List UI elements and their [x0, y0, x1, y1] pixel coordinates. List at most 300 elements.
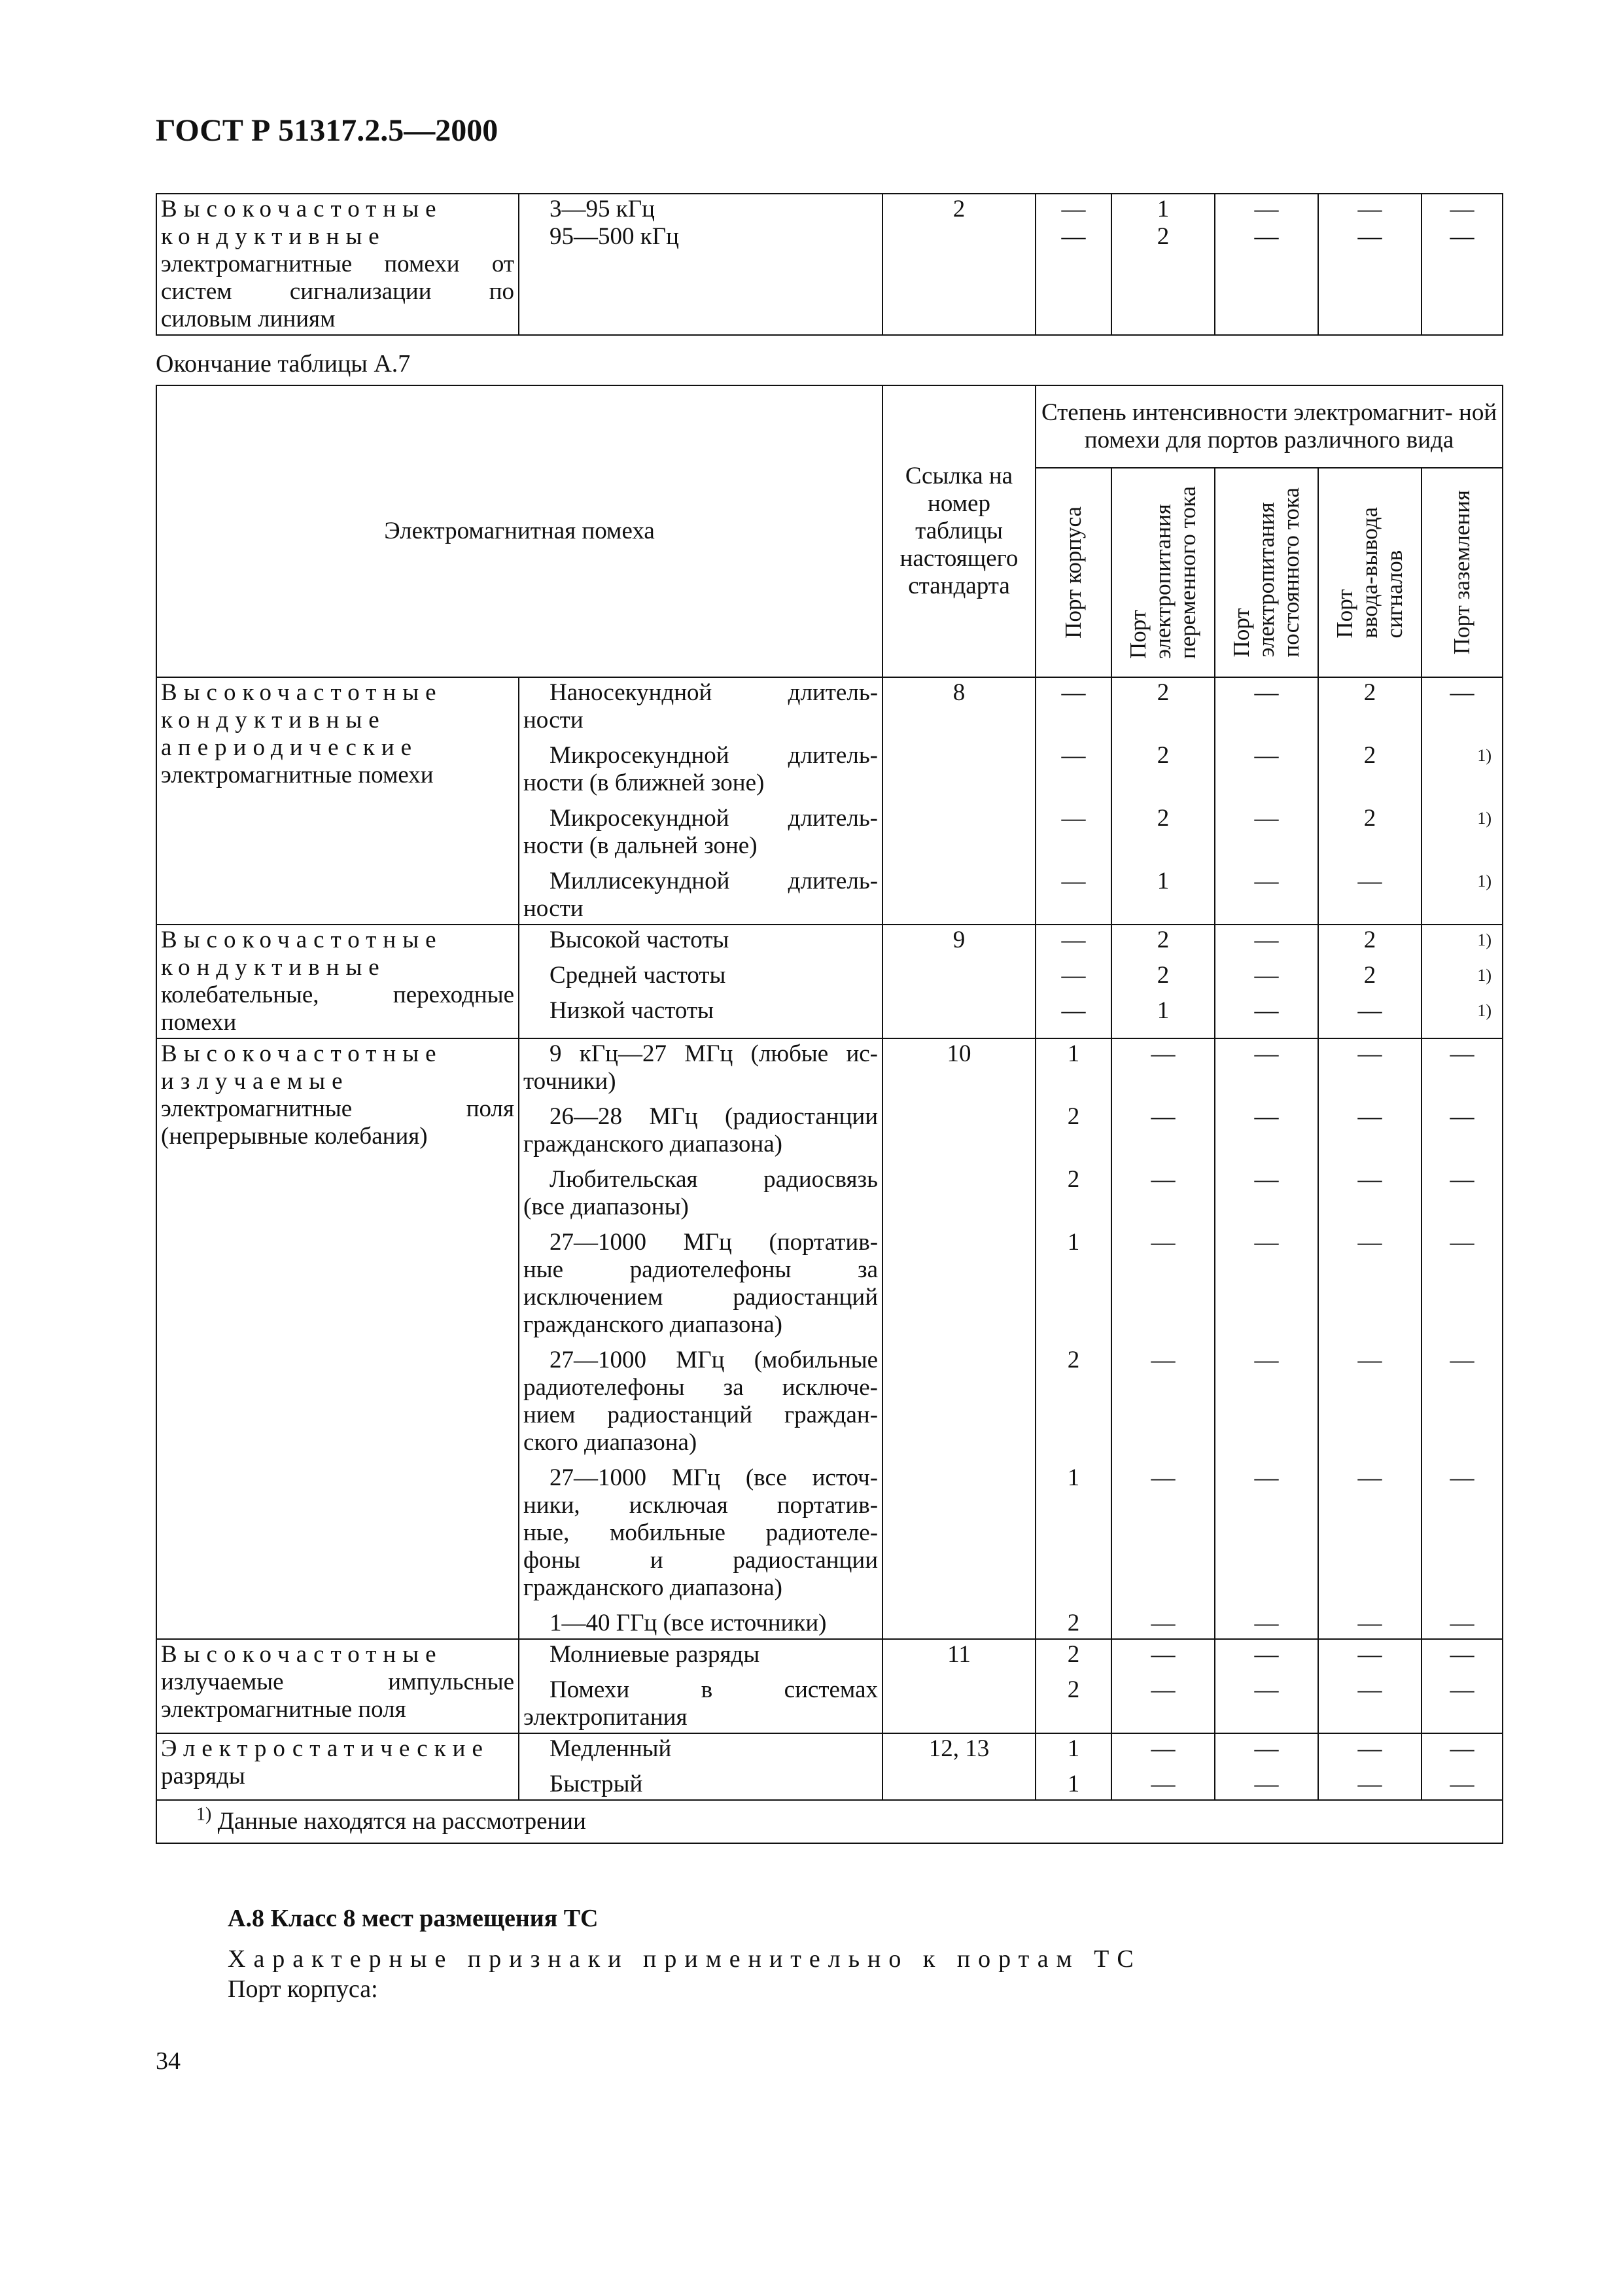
reference-cell: 2	[882, 194, 1036, 335]
spacer	[1426, 895, 1498, 923]
spacer	[1219, 707, 1314, 734]
value: —	[1254, 805, 1279, 832]
spacer	[1219, 1402, 1314, 1429]
spacer	[1323, 1602, 1417, 1610]
spacer	[1323, 1402, 1417, 1429]
name-line: кондуктивные	[161, 954, 386, 981]
description-item	[523, 1166, 878, 1229]
value-item	[1116, 1040, 1210, 1103]
table-caption: Окончание таблицы А.7	[156, 350, 411, 378]
spacer	[1426, 734, 1498, 742]
value-item	[1040, 962, 1107, 997]
description-line: Молниевые разряды	[550, 1641, 760, 1668]
value: —	[1254, 223, 1279, 250]
value-cell	[1215, 1733, 1318, 1800]
spacer	[523, 989, 878, 997]
spacer	[1116, 954, 1210, 962]
description-line: Любительская радиосвязь	[550, 1166, 879, 1193]
value-item	[1040, 997, 1107, 1025]
spacer	[1323, 1068, 1417, 1095]
spacer	[1219, 1602, 1314, 1610]
value: —	[1151, 1771, 1176, 1797]
value-item	[1116, 1229, 1210, 1347]
description-line: нием радиостанций граждан-	[523, 1402, 879, 1428]
value: 1)	[1477, 872, 1492, 891]
spacer	[1040, 1256, 1107, 1284]
spacer	[1219, 1256, 1314, 1284]
reference-cell: 12, 13	[882, 1733, 1036, 1800]
spacer	[1426, 1519, 1498, 1547]
spacer	[1116, 1221, 1210, 1229]
value-item	[1116, 1641, 1210, 1676]
description-line: Микросекундной длитель-	[550, 742, 879, 769]
value-item	[1040, 1735, 1107, 1771]
value: 2	[1067, 1103, 1080, 1130]
spacer	[1323, 1158, 1417, 1166]
spacer	[1426, 1158, 1498, 1166]
name-line: электромагнитные поля	[161, 1696, 406, 1723]
description-line: Быстрый	[550, 1771, 643, 1797]
value: 1	[1157, 997, 1170, 1024]
reference-cell: 8	[882, 677, 1036, 925]
spacer	[1219, 1284, 1314, 1311]
value-item	[1219, 742, 1314, 805]
spacer	[1426, 832, 1498, 860]
value-item	[1426, 1229, 1498, 1347]
description-line: Наносекундной длитель-	[550, 679, 879, 706]
spacer	[1219, 1095, 1314, 1103]
value-item	[1426, 742, 1498, 805]
spacer	[1116, 1339, 1210, 1347]
value: 2	[1067, 1166, 1080, 1193]
section-heading: А.8 Класс 8 мест размещения ТС	[228, 1905, 599, 1932]
value: 2	[1157, 805, 1170, 832]
spacer	[1219, 734, 1314, 742]
name-line: разряды	[161, 1763, 245, 1790]
value-item	[1323, 1103, 1417, 1166]
value: —	[1357, 1676, 1382, 1703]
value: —	[1151, 1676, 1176, 1703]
value: —	[1254, 1347, 1279, 1373]
spacer	[1116, 707, 1210, 734]
port-label: Порт электропитания переменного тока	[1125, 486, 1201, 660]
value: —	[1254, 1610, 1279, 1636]
value: 1)	[1477, 809, 1492, 828]
spacer	[1323, 769, 1417, 797]
value: —	[1450, 1229, 1475, 1256]
value-cell	[1318, 925, 1422, 1038]
spacer	[1116, 1492, 1210, 1519]
value: 2	[1157, 927, 1170, 953]
spacer	[1040, 1221, 1107, 1229]
value: —	[1061, 742, 1086, 769]
value-cell	[1111, 1733, 1215, 1800]
value-item	[1040, 1676, 1107, 1731]
footnote-cell	[156, 1800, 1503, 1843]
spacer	[1040, 860, 1107, 868]
spacer	[523, 860, 878, 868]
description-line: гражданского диапазона)	[523, 1311, 782, 1338]
spacer	[1323, 1763, 1417, 1771]
name-line: Высокочастотные	[161, 196, 443, 222]
value: —	[1254, 1641, 1279, 1668]
spacer	[1116, 1763, 1210, 1771]
value-cell	[1215, 925, 1318, 1038]
description-cell	[519, 1639, 882, 1733]
value: —	[1061, 805, 1086, 832]
spacer	[1040, 769, 1107, 797]
description-line: 1—40 ГГц (все источники)	[550, 1610, 827, 1636]
spacer	[1040, 797, 1107, 805]
value-item	[1116, 1610, 1210, 1637]
spacer	[1219, 1547, 1314, 1574]
description-line: ского диапазона)	[523, 1429, 697, 1456]
value: —	[1357, 1166, 1382, 1193]
description-line: Миллисекундной длитель-	[550, 868, 879, 894]
description-item	[523, 997, 878, 1025]
value: —	[1357, 1347, 1382, 1373]
spacer	[1426, 1669, 1498, 1676]
spacer	[1426, 1457, 1498, 1464]
spacer	[1040, 1602, 1107, 1610]
value-item	[1323, 1040, 1417, 1103]
value: —	[1254, 1103, 1279, 1130]
spacer	[523, 1457, 878, 1464]
header-interference: Электромагнитная помеха	[156, 385, 882, 677]
description-cell	[519, 1038, 882, 1639]
description-line: 27—1000 МГц (все источ-	[550, 1464, 879, 1491]
value-cell	[1318, 1038, 1422, 1639]
value-item	[1116, 868, 1210, 923]
value: —	[1254, 679, 1279, 706]
spacer	[1426, 860, 1498, 868]
port-label: Порт электропитания постоянного тока	[1229, 487, 1304, 658]
spacer	[1040, 1068, 1107, 1095]
spacer	[1116, 797, 1210, 805]
name-line: (непрерывные колебания)	[161, 1123, 428, 1150]
name-line: электромагнитные помехи	[161, 762, 434, 788]
interference-name-cell	[156, 925, 519, 1038]
description-line: 9 кГц—27 МГц (любые ис-	[550, 1040, 879, 1067]
port-label: Порт корпуса	[1060, 506, 1087, 639]
value-cell	[1111, 1639, 1215, 1733]
value: —	[1357, 196, 1382, 222]
value: —	[1357, 1735, 1382, 1762]
value-item	[1323, 962, 1417, 997]
value-item	[1323, 742, 1417, 805]
description-line: 27—1000 МГц (портатив-	[550, 1229, 879, 1256]
value-item	[1040, 868, 1107, 923]
value: 1	[1067, 1464, 1080, 1491]
value-item	[1426, 1166, 1498, 1229]
value: —	[1151, 1735, 1176, 1762]
description-line: исключением радиостанций	[523, 1284, 879, 1311]
value: —	[1357, 1040, 1382, 1067]
spacer	[1323, 1492, 1417, 1519]
spacer	[1040, 895, 1107, 923]
spacer	[1426, 1131, 1498, 1158]
value: 1	[1157, 196, 1170, 222]
spacer	[1040, 1547, 1107, 1574]
value-cell	[1422, 194, 1503, 335]
value: —	[1450, 1735, 1475, 1762]
spacer	[1219, 1158, 1314, 1166]
value: 2	[1157, 223, 1170, 250]
footnote-text: Данные находятся на рассмотрении	[217, 1808, 586, 1835]
spacer	[1040, 1095, 1107, 1103]
value: —	[1450, 196, 1475, 222]
value-cell	[1422, 1733, 1503, 1800]
description-item	[523, 1610, 878, 1637]
value-item	[1323, 1771, 1417, 1798]
table-row	[156, 925, 1503, 1038]
value-cell	[1036, 1733, 1111, 1800]
spacer	[1323, 1429, 1417, 1457]
header-port	[1215, 468, 1318, 677]
table-body	[156, 677, 1503, 1800]
page-number: 34	[156, 2047, 181, 2075]
value-item	[1040, 1610, 1107, 1637]
value: —	[1151, 1641, 1176, 1668]
value-item	[1323, 1610, 1417, 1637]
description-item	[523, 1735, 878, 1771]
description-line: Средней частоты	[550, 962, 726, 989]
spacer	[1323, 989, 1417, 997]
name-line: помехи	[161, 1009, 237, 1036]
name-line: Высокочастотные	[161, 1040, 443, 1067]
spacer	[1323, 1256, 1417, 1284]
spacer	[1116, 989, 1210, 997]
spacer	[1116, 1669, 1210, 1676]
value: 2	[1157, 962, 1170, 989]
description-line: точники)	[523, 1068, 616, 1095]
spacer	[523, 1221, 878, 1229]
spacer	[1116, 1402, 1210, 1429]
spacer	[1323, 734, 1417, 742]
value-item	[1323, 997, 1417, 1025]
name-line: кондуктивные	[161, 223, 386, 250]
value: —	[1151, 1040, 1176, 1067]
value: —	[1151, 1166, 1176, 1193]
spacer	[1040, 1669, 1107, 1676]
value: —	[1357, 1464, 1382, 1491]
value-item	[1116, 1676, 1210, 1731]
spacer	[1116, 860, 1210, 868]
description-line: радиотелефоны за исключе-	[523, 1374, 879, 1401]
description-item	[523, 1676, 878, 1731]
value-item	[1426, 1610, 1498, 1637]
value-item	[1426, 927, 1498, 962]
value-item	[1116, 962, 1210, 997]
header-reference: Ссылка на номер таблицы настоящего стандарта	[882, 385, 1036, 677]
spacer	[1219, 1374, 1314, 1402]
port-label: Порт ввода-вывода сигналов	[1332, 506, 1408, 639]
description-cell	[519, 677, 882, 925]
value: —	[1151, 1103, 1176, 1130]
value: —	[1254, 962, 1279, 989]
main-table	[156, 385, 1503, 1844]
spacer	[523, 1602, 878, 1610]
value: —	[1450, 1103, 1475, 1130]
spacer	[1219, 769, 1314, 797]
description-line: Низкой частоты	[550, 997, 714, 1024]
description-line: 27—1000 МГц (мобильные	[550, 1347, 879, 1373]
spacer	[1116, 1158, 1210, 1166]
value: 1	[1067, 1771, 1080, 1797]
description-line: фоны и радиостанции	[523, 1547, 879, 1574]
spacer	[1426, 1221, 1498, 1229]
value-item	[1219, 962, 1314, 997]
value-item	[1426, 868, 1498, 923]
spacer	[1219, 1193, 1314, 1221]
spacer	[1116, 1131, 1210, 1158]
table-row	[156, 677, 1503, 925]
spacer	[1426, 954, 1498, 962]
value: —	[1254, 1166, 1279, 1193]
description-item	[523, 927, 878, 962]
name-line: Электростатические	[161, 1735, 489, 1762]
value-item	[1323, 1166, 1417, 1229]
value-item	[1219, 1229, 1314, 1347]
value-item	[1040, 1771, 1107, 1798]
spacer	[1219, 1068, 1314, 1095]
spacer	[1323, 1339, 1417, 1347]
header-intensity: Степень интенсивности электромагнит- ной помехи для портов различного вида	[1036, 385, 1503, 468]
value-item	[1323, 805, 1417, 868]
spacer	[523, 797, 878, 805]
value: —	[1061, 679, 1086, 706]
spacer	[1323, 860, 1417, 868]
spacer	[1040, 1519, 1107, 1547]
value-item	[1323, 1229, 1417, 1347]
description-line: 95—500 кГц	[550, 223, 679, 250]
value-item	[1323, 1347, 1417, 1464]
description-item	[523, 1347, 878, 1464]
spacer	[1219, 1574, 1314, 1602]
spacer	[1040, 1763, 1107, 1771]
spacer	[523, 1095, 878, 1103]
spacer	[1040, 1131, 1107, 1158]
value: —	[1357, 1103, 1382, 1130]
spacer	[1040, 1457, 1107, 1464]
spacer	[1040, 1158, 1107, 1166]
spacer	[1323, 1574, 1417, 1602]
value-item	[1323, 1464, 1417, 1610]
value: —	[1450, 1676, 1475, 1703]
value-item	[1116, 1103, 1210, 1166]
spacer	[1323, 707, 1417, 734]
interference-name-cell	[156, 677, 519, 925]
spacer	[1426, 1284, 1498, 1311]
description-line: ности (в дальней зоне)	[523, 832, 758, 859]
description-item	[523, 868, 878, 923]
spacer	[523, 1158, 878, 1166]
value-item	[1219, 1610, 1314, 1637]
footnote-mark: 1)	[196, 1804, 212, 1825]
reference-cell: 11	[882, 1639, 1036, 1733]
header-port	[1111, 468, 1215, 677]
spacer	[1426, 1374, 1498, 1402]
value-item	[1426, 805, 1498, 868]
value-cell	[1036, 194, 1111, 335]
spacer	[1426, 1095, 1498, 1103]
spacer	[1219, 1429, 1314, 1457]
description-line: электропитания	[523, 1704, 688, 1731]
value: —	[1061, 868, 1086, 894]
value-item	[1040, 1347, 1107, 1464]
description-line: Высокой частоты	[550, 927, 729, 953]
value-item	[1219, 1641, 1314, 1676]
value: —	[1061, 196, 1086, 222]
description-cell	[519, 925, 882, 1038]
value: —	[1061, 997, 1086, 1024]
spacer	[1040, 1574, 1107, 1602]
header-port	[1422, 468, 1503, 677]
name-line: Высокочастотные	[161, 927, 443, 953]
value-item	[1426, 1771, 1498, 1798]
description-line: 3—95 кГц	[550, 196, 655, 222]
value: —	[1061, 927, 1086, 953]
value-item	[1040, 1229, 1107, 1347]
spacer	[1426, 769, 1498, 797]
value: —	[1151, 1610, 1176, 1636]
spacer	[1116, 1068, 1210, 1095]
value: —	[1151, 1464, 1176, 1491]
spacer	[1426, 1492, 1498, 1519]
spacer	[1116, 1704, 1210, 1731]
spacer	[1219, 1519, 1314, 1547]
value: —	[1450, 1347, 1475, 1373]
description-item	[523, 1103, 878, 1166]
description-item	[523, 1229, 878, 1347]
value-item	[1323, 1735, 1417, 1771]
spacer	[1116, 832, 1210, 860]
value-item	[1426, 1347, 1498, 1464]
spacer	[1426, 1193, 1498, 1221]
value-item	[1116, 997, 1210, 1025]
value: 1	[1067, 1229, 1080, 1256]
spacer	[1323, 1193, 1417, 1221]
table-row	[156, 194, 1503, 335]
value: —	[1450, 1464, 1475, 1491]
description-line: Помехи в системах	[550, 1676, 879, 1703]
spacer	[1323, 1311, 1417, 1339]
spacer	[1219, 797, 1314, 805]
value: 2	[1363, 927, 1376, 953]
spacer	[1040, 954, 1107, 962]
spacer	[523, 1669, 878, 1676]
spacer	[523, 734, 878, 742]
spacer	[1116, 769, 1210, 797]
value: 2	[1067, 1347, 1080, 1373]
spacer	[1116, 1547, 1210, 1574]
name-line: колебательные, переходные	[161, 981, 514, 1008]
value-cell	[1422, 925, 1503, 1038]
value-item	[1116, 1771, 1210, 1798]
value-cell	[1036, 1639, 1111, 1733]
value-item	[1219, 868, 1314, 923]
description-item	[523, 1040, 878, 1103]
value-cell	[1036, 1038, 1111, 1639]
value: —	[1450, 1771, 1475, 1797]
value: —	[1357, 223, 1382, 250]
spacer	[1426, 1547, 1498, 1574]
name-line: силовым линиям	[161, 306, 336, 332]
spacer	[1116, 1311, 1210, 1339]
spacer	[1219, 989, 1314, 997]
value-item	[1219, 1040, 1314, 1103]
description-line: 26—28 МГц (радиостанции	[550, 1103, 879, 1130]
